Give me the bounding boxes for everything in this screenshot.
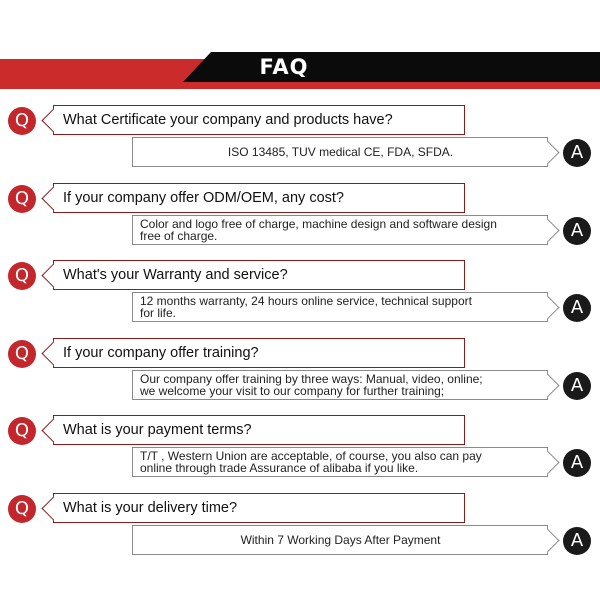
faq-item	[0, 415, 600, 495]
question-text: If your company offer training?	[63, 345, 259, 361]
answer-line: 12 months warranty, 24 hours online service, technical support	[140, 294, 472, 308]
answer-line: free of charge.	[140, 229, 218, 243]
answer-line: we welcome your visit to our company for further training;	[140, 384, 445, 398]
question-pointer	[41, 108, 65, 132]
answer-badge: A	[563, 527, 591, 555]
answer-box	[132, 370, 548, 400]
question-text: What is your delivery time?	[63, 500, 238, 516]
faq-item	[0, 260, 600, 340]
answer-box	[132, 137, 548, 167]
question-box	[53, 415, 465, 445]
answer-text	[140, 371, 541, 399]
answer-badge: A	[563, 217, 591, 245]
question-badge: Q	[8, 417, 36, 445]
question-badge: Q	[8, 107, 36, 135]
answer-text	[140, 448, 541, 476]
faq-item	[0, 183, 600, 263]
question-box	[53, 105, 465, 135]
question-box	[53, 260, 465, 290]
answer-text	[140, 216, 541, 244]
answer-text	[140, 138, 541, 166]
answer-badge: A	[563, 139, 591, 167]
question-box	[53, 338, 465, 368]
answer-box	[132, 525, 548, 555]
question-text: If your company offer ODM/OEM, any cost?	[63, 190, 344, 206]
page-title: FAQ	[259, 55, 309, 79]
question-text: What's your Warranty and service?	[63, 267, 288, 283]
answer-box	[132, 215, 548, 245]
answer-line: for life.	[140, 306, 177, 320]
question-badge: Q	[8, 262, 36, 290]
answer-line: T/T , Western Union are acceptable, of course, you also can pay	[140, 449, 482, 463]
faq-banner	[0, 52, 600, 89]
answer-line: Color and logo free of charge, machine design and software design	[140, 217, 497, 231]
question-text: What Certificate your company and products have?	[63, 112, 393, 128]
answer-line: ISO 13485, TUV medical CE, FDA, SFDA.	[227, 145, 454, 159]
question-text: What is your payment terms?	[63, 422, 252, 438]
answer-box	[132, 447, 548, 477]
faq-item	[0, 105, 600, 185]
faq-item	[0, 338, 600, 418]
answer-line: online through trade Assurance of alibaba if you like.	[140, 461, 419, 475]
faq-item	[0, 493, 600, 573]
question-box	[53, 493, 465, 523]
question-pointer	[41, 496, 65, 520]
answer-line: Our company offer training by three ways: Manual, video, online;	[140, 372, 483, 386]
answer-badge: A	[563, 294, 591, 322]
answer-line: Within 7 Working Days After Payment	[240, 533, 441, 547]
question-pointer	[41, 263, 65, 287]
answer-badge: A	[563, 449, 591, 477]
question-pointer	[41, 341, 65, 365]
question-pointer	[41, 186, 65, 210]
answer-text	[140, 293, 541, 321]
answer-badge: A	[563, 372, 591, 400]
question-pointer	[41, 418, 65, 442]
question-badge: Q	[8, 185, 36, 213]
question-badge: Q	[8, 495, 36, 523]
answer-text	[140, 526, 541, 554]
answer-box	[132, 292, 548, 322]
question-box	[53, 183, 465, 213]
question-badge: Q	[8, 340, 36, 368]
